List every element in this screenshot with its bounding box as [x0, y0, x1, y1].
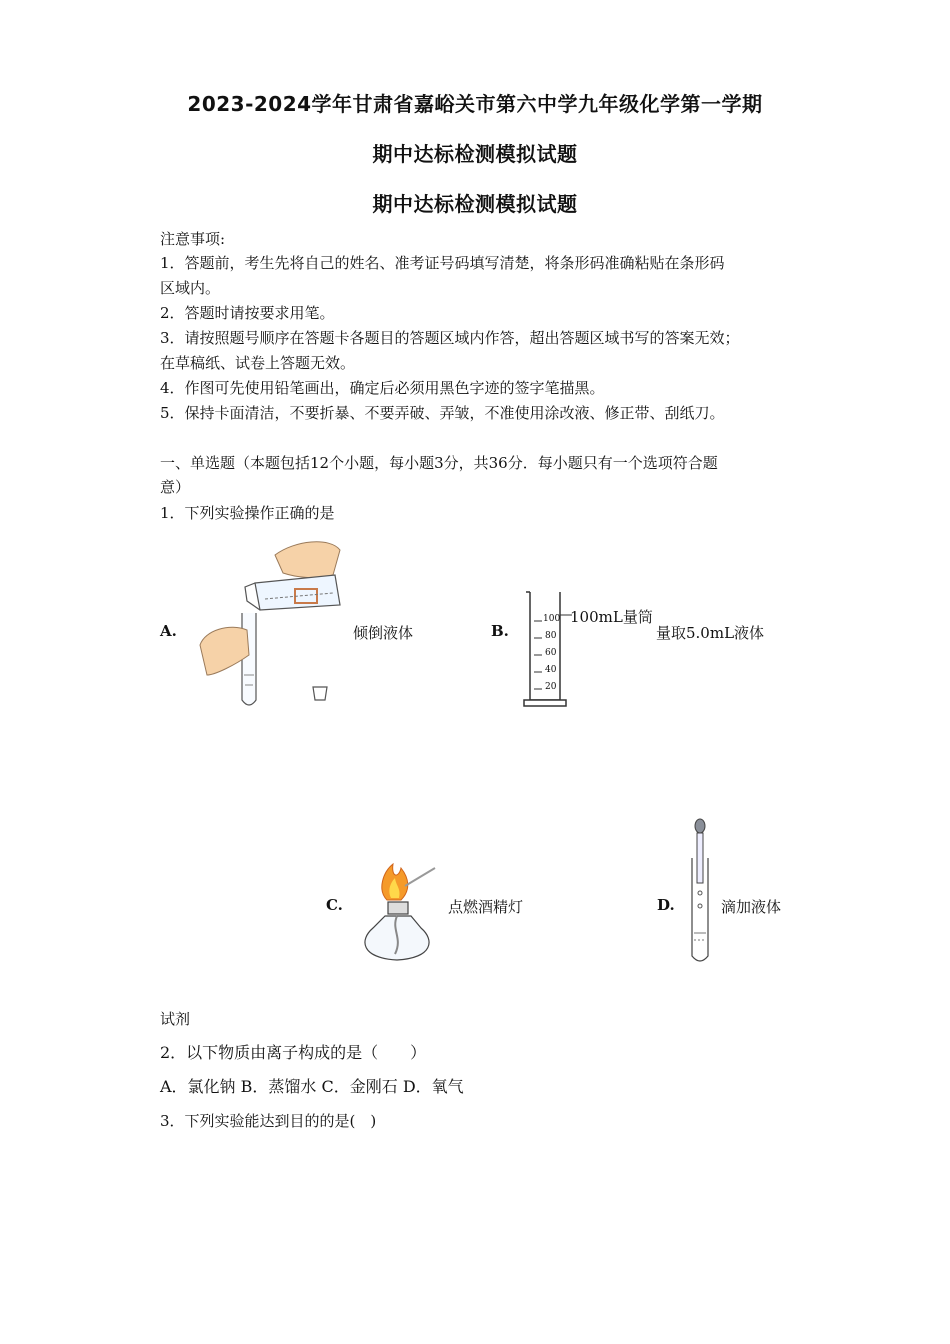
option-b-caption: 量取5.0mL液体 — [656, 624, 765, 642]
pouring-liquid-illustration — [195, 535, 355, 715]
note-line: 4．作图可先使用铅笔画出，确定后必须用黑色字迹的签字笔描黑。 — [160, 379, 605, 397]
q3-stem: 3．下列实验能达到目的的是( ) — [160, 1112, 377, 1130]
alcohol-lamp-illustration — [355, 860, 440, 970]
option-d-caption: 滴加液体 — [721, 898, 782, 916]
notes-heading: 注意事项: — [160, 230, 226, 248]
note-line: 区域内。 — [160, 279, 221, 297]
note-line: 3．请按照题号顺序在答题卡各题目的答题区域内作答，超出答题区域书写的答案无效； — [160, 329, 740, 347]
q1-trailing-text: 试剂 — [160, 1010, 191, 1028]
cylinder-label: 100mL量筒 — [570, 608, 653, 626]
note-line: 2．答题时请按要求用笔。 — [160, 304, 335, 322]
cylinder-tick: 20 — [545, 682, 557, 692]
cylinder-tick: 80 — [545, 631, 557, 641]
cylinder-tick: 100 — [543, 614, 561, 624]
option-d-letter: D. — [657, 896, 675, 914]
option-b-letter: B. — [491, 622, 509, 640]
exam-title-line2: 期中达标检测模拟试题 — [372, 142, 578, 166]
cylinder-tick: 40 — [545, 665, 557, 675]
q2-stem: 2．以下物质由离子构成的是（ ） — [160, 1043, 427, 1062]
option-c-caption: 点燃酒精灯 — [448, 898, 524, 916]
exam-title-line3: 期中达标检测模拟试题 — [372, 192, 578, 216]
section-heading: 一、单选题（本题包括12个小题，每小题3分，共36分．每小题只有一个选项符合题 — [160, 454, 718, 472]
option-a-letter: A. — [160, 622, 177, 640]
note-line: 1．答题前，考生先将自己的姓名、准考证号码填写清楚，将条形码准确粘贴在条形码 — [160, 254, 725, 272]
cylinder-tick: 60 — [545, 648, 557, 658]
q1-stem: 1．下列实验操作正确的是 — [160, 504, 335, 522]
section-heading-cont: 意） — [160, 478, 191, 496]
dropper-illustration — [685, 818, 715, 968]
exam-title-line1: 2023-2024学年甘肃省嘉峪关市第六中学九年级化学第一学期 — [187, 92, 763, 116]
note-line: 5．保持卡面清洁，不要折暴、不要弄破、弄皱，不准使用涂改液、修正带、刮纸刀。 — [160, 404, 725, 422]
option-c-letter: C. — [326, 896, 343, 914]
note-line: 在草稿纸、试卷上答题无效。 — [160, 354, 356, 372]
q2-options: A．氯化钠 B．蒸馏水 C．金刚石 D．氧气 — [160, 1077, 464, 1096]
option-a-caption: 倾倒液体 — [353, 624, 414, 642]
